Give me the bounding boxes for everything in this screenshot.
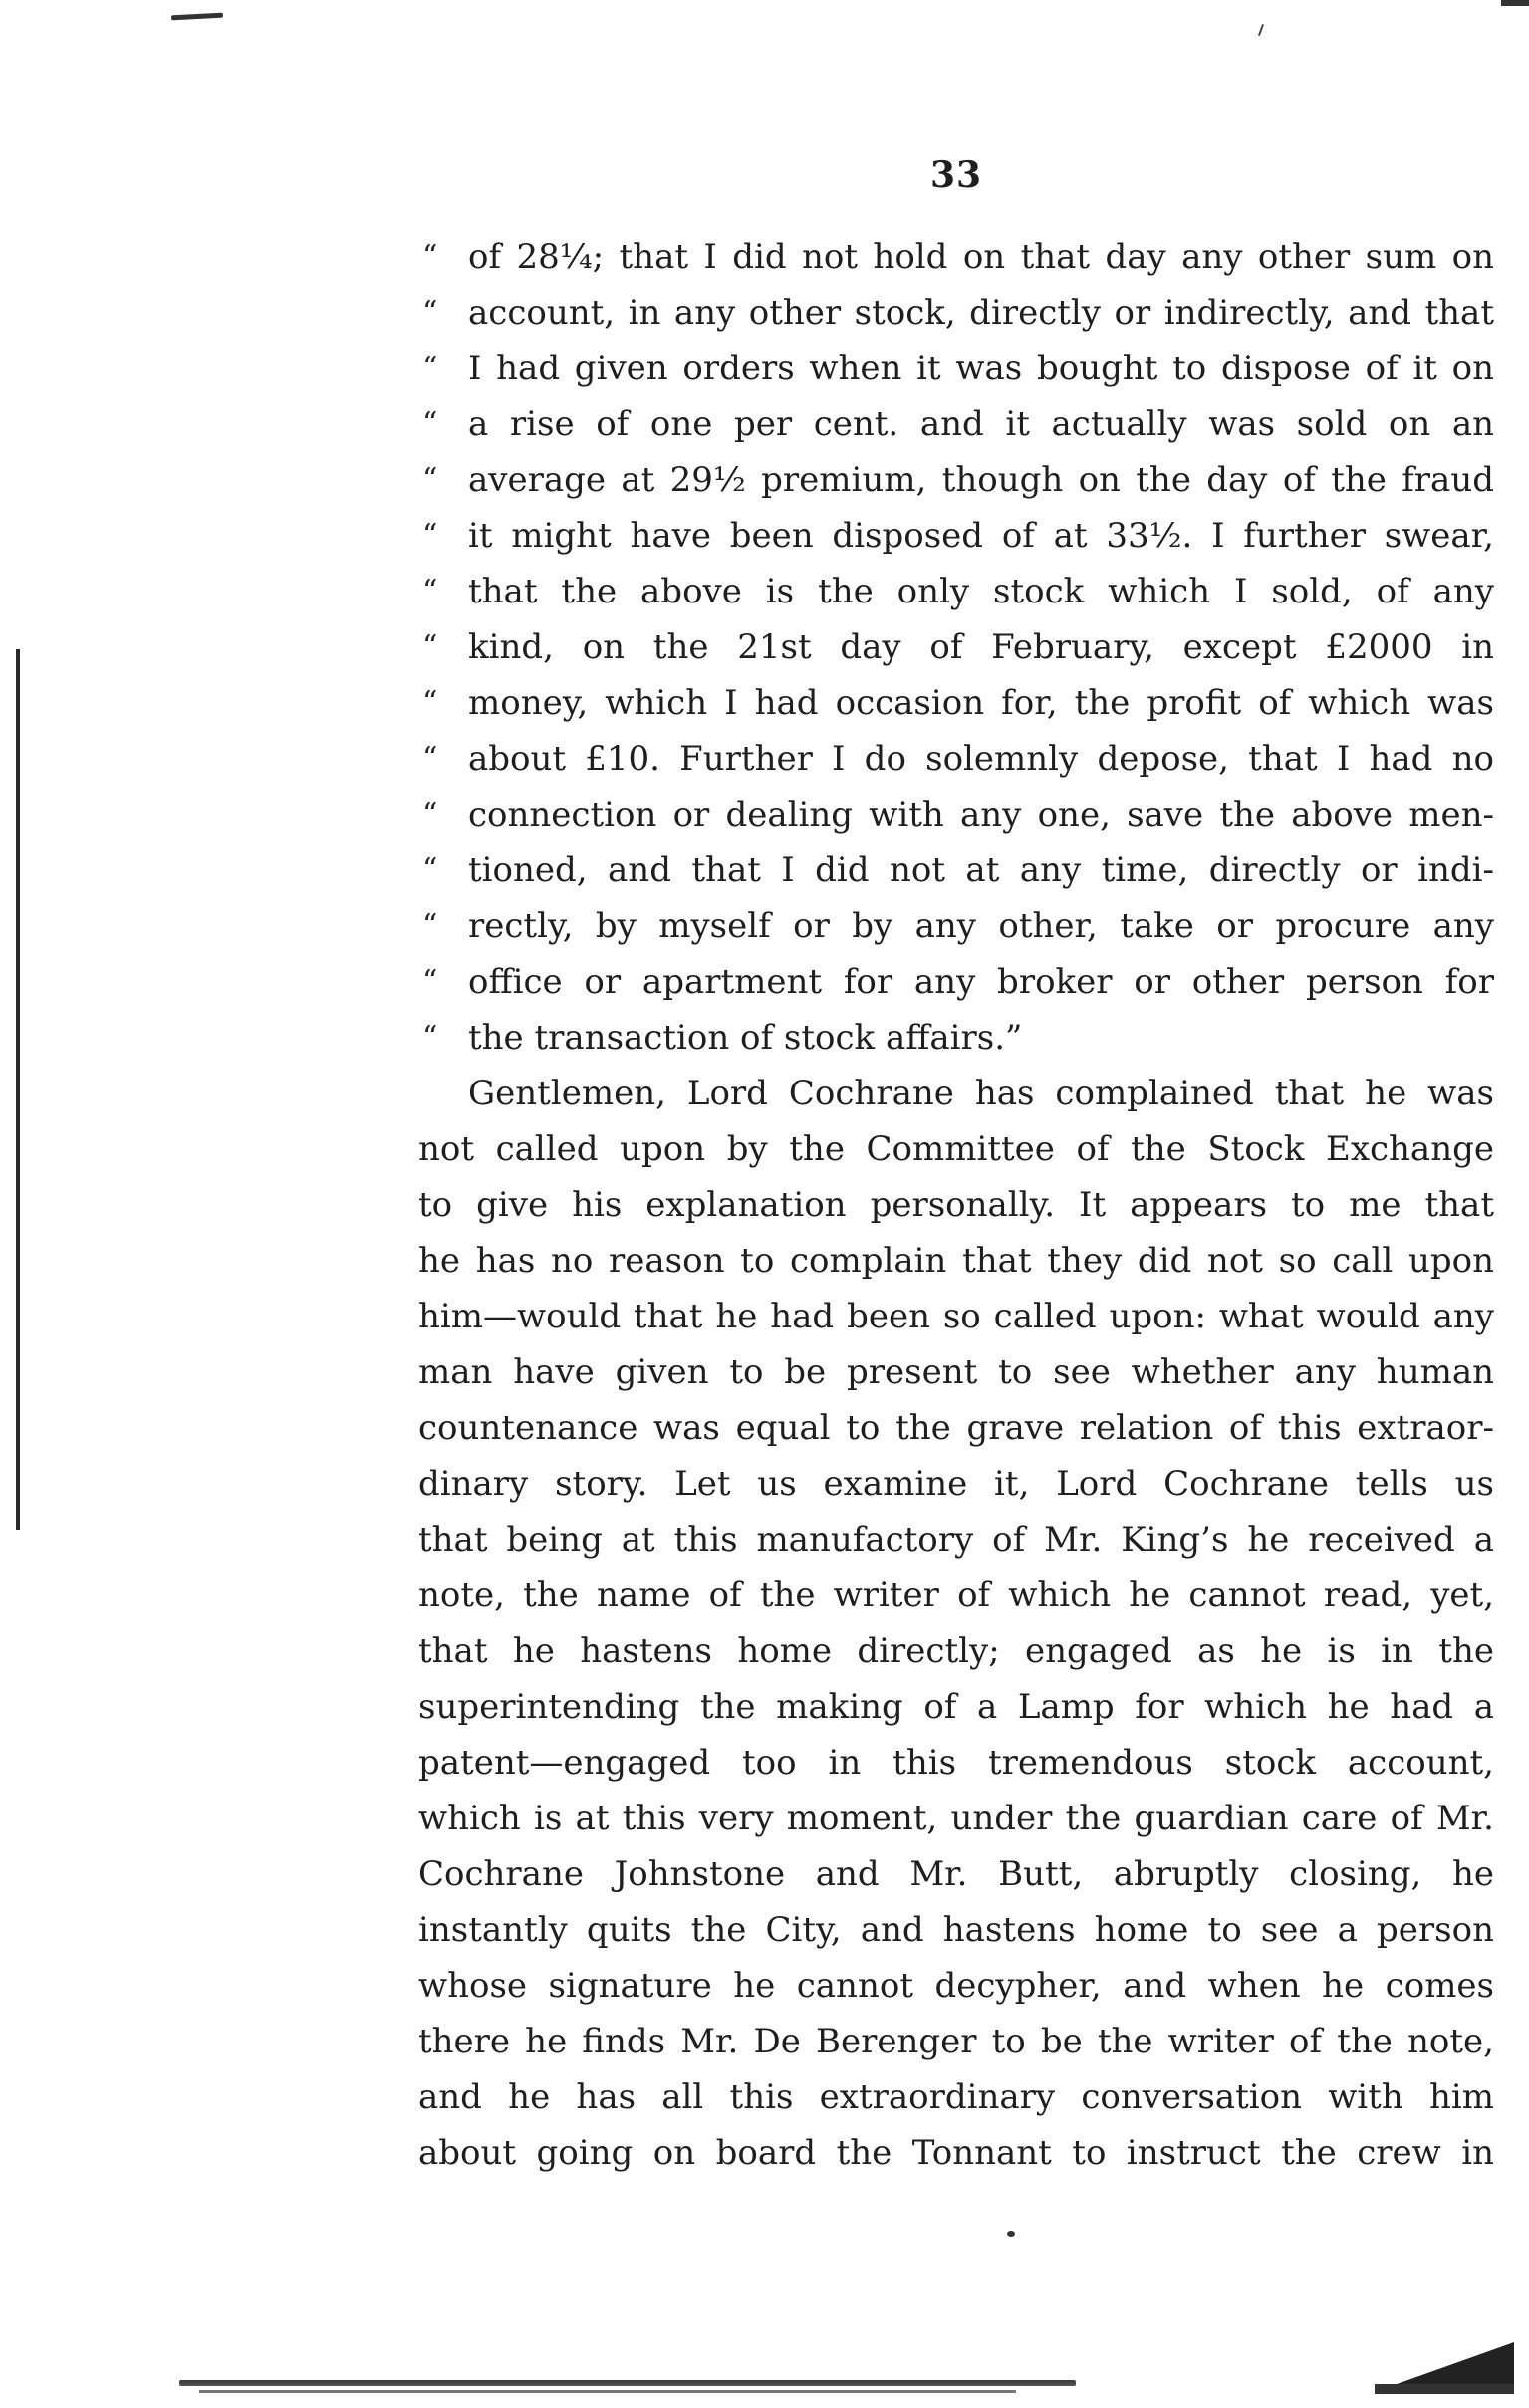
quote-mark: “ <box>422 295 438 330</box>
quote-mark: “ <box>422 518 438 553</box>
quote-mark: “ <box>422 629 438 664</box>
margin-rule <box>16 649 20 1530</box>
scan-mark <box>1501 0 1529 6</box>
quote-line <box>418 619 1494 675</box>
paragraph-line: Cochrane Johnstone and Mr. Butt, abruptly closing, he <box>418 1854 1494 1894</box>
paragraph-line: countenance was equal to the grave relation of this extraor- <box>418 1408 1494 1448</box>
quote-line <box>418 508 1494 564</box>
quote-mark: “ <box>422 462 438 497</box>
paragraph-line: instantly quits the City, and hastens home to see a person <box>418 1910 1494 1950</box>
paragraph-line: whose signature he cannot decypher, and when he comes <box>418 1966 1494 2006</box>
quote-line-text: office or apartment for any broker or other person for <box>468 962 1494 1002</box>
quote-line <box>418 229 1494 285</box>
quote-mark: “ <box>422 741 438 776</box>
quote-line <box>418 452 1494 508</box>
quote-mark: “ <box>422 574 438 608</box>
paragraph-line: man have given to be present to see whether any human <box>418 1352 1494 1392</box>
quote-line-text: account, in any other stock, directly or indirectly, and that <box>468 293 1494 333</box>
paragraph-line: that he hastens home directly; engaged as he is in the <box>418 1631 1494 1671</box>
quote-line <box>418 285 1494 341</box>
paragraph-line: which is at this very moment, under the guardian care of Mr. <box>418 1799 1494 1838</box>
quote-mark: “ <box>422 239 438 274</box>
paragraph-line: patent—engaged too in this tremendous stock account, <box>418 1743 1494 1783</box>
scan-mark <box>171 13 223 21</box>
scan-mark <box>1258 24 1264 36</box>
body-text <box>418 229 1494 2181</box>
quote-line <box>418 396 1494 452</box>
paragraph <box>418 1066 1494 2181</box>
quote-line <box>418 954 1494 1010</box>
paragraph-line: he has no reason to complain that they did not so call upon <box>418 1241 1494 1281</box>
quote-line <box>418 787 1494 843</box>
quote-line <box>418 898 1494 954</box>
quote-mark: “ <box>422 406 438 441</box>
paragraph-line: him—would that he had been so called upon: what would any <box>418 1297 1494 1336</box>
quote-line <box>418 675 1494 731</box>
quote-mark: “ <box>422 1020 438 1055</box>
scan-edge <box>1375 2384 1514 2394</box>
quote-line-text: it might have been disposed of at 33½. I further swear, <box>468 516 1494 556</box>
quote-line-text: the transaction of stock affairs.” <box>468 1018 1023 1058</box>
quote-line-text: of 28¼; that I did not hold on that day any other sum on <box>468 237 1494 277</box>
quote-line <box>418 843 1494 898</box>
ink-speck <box>1007 2231 1015 2237</box>
paragraph-line: Gentlemen, Lord Cochrane has complained that he was <box>468 1074 1494 1113</box>
quote-line <box>418 1010 1494 1066</box>
paragraph-line: that being at this manufactory of Mr. King’s he received a <box>418 1520 1494 1560</box>
scan-edge <box>179 2380 1076 2386</box>
paragraph-line: note, the name of the writer of which he cannot read, yet, <box>418 1575 1494 1615</box>
paragraph-line: about going on board the Tonnant to instruct the crew in <box>418 2133 1494 2173</box>
quote-line-text: rectly, by myself or by any other, take or procure any <box>468 906 1494 946</box>
quote-mark: “ <box>422 964 438 999</box>
quote-line <box>418 731 1494 787</box>
quote-line <box>418 564 1494 619</box>
paragraph-line: not called upon by the Committee of the Stock Exchange <box>418 1129 1494 1169</box>
paragraph-line: there he finds Mr. De Berenger to be the writer of the note, <box>418 2022 1494 2061</box>
quote-line <box>418 341 1494 396</box>
quote-mark: “ <box>422 852 438 887</box>
paragraph-line: superintending the making of a Lamp for which he had a <box>418 1687 1494 1727</box>
quote-line-text: that the above is the only stock which I sold, of any <box>468 572 1494 611</box>
quote-mark: “ <box>422 797 438 832</box>
quote-line-text: average at 29½ premium, though on the day of the fraud <box>468 460 1494 500</box>
quoted-deposition <box>418 229 1494 1066</box>
quote-line-text: kind, on the 21st day of February, except £2000 in <box>468 627 1494 667</box>
paragraph-line: dinary story. Let us examine it, Lord Cochrane tells us <box>418 1464 1494 1504</box>
quote-mark: “ <box>422 351 438 385</box>
quote-line-text: I had given orders when it was bought to dispose of it on <box>468 349 1494 388</box>
quote-line-text: tioned, and that I did not at any time, directly or indi- <box>468 850 1494 890</box>
paragraph-line: and he has all this extraordinary conversation with him <box>418 2077 1494 2117</box>
quote-line-text: about £10. Further I do solemnly depose, that I had no <box>468 739 1494 779</box>
quote-mark: “ <box>422 908 438 943</box>
scan-edge <box>199 2390 1016 2393</box>
quote-mark: “ <box>422 685 438 720</box>
page-number: 33 <box>929 154 983 196</box>
quote-line-text: a rise of one per cent. and it actually was sold on an <box>468 404 1494 444</box>
quote-line-text: connection or dealing with any one, save the above men- <box>468 795 1494 835</box>
paragraph-line: to give his explanation personally. It appears to me that <box>418 1185 1494 1225</box>
quote-line-text: money, which I had occasion for, the profit of which was <box>468 683 1494 723</box>
